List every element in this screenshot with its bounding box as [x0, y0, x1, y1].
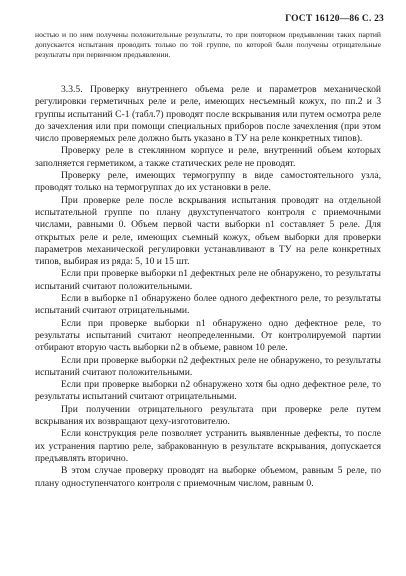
paragraph-n2-defects: Если при проверке выборки n2 обнаружено хотя бы одно дефектное реле, то результаты испытаний считают отрицательными. [35, 379, 381, 403]
paragraph-n2-no-defects: Если при проверке выборки n2 дефектных реле не обнаружено, то результаты испытаний считают положительными. [35, 354, 381, 378]
paragraph-n1-one-defect: Если при проверке выборки n1 обнаружено одно дефектное реле, то результаты испытаний считают неопределенными. От контролируемой партии отбирают вторую часть выборки n2 в объеме, равном 10 реле. [35, 317, 381, 354]
paragraph-3-3-5: 3.3.5. Проверку внутреннего объема реле и параметров механической регулировки герметичных реле и реле, имеющих несъемный кожух, по пп.2 и 3 группы испытаний С-1 (табл.7) проводят после вскрывания или путем осмотра реле до зачехления или при помощи специальных приборов после зачехления (при этом число проверяемых реле должно быть указано в ТУ на реле конкретных типов). [35, 84, 381, 145]
paragraph-n1-more-defects: Если в выборке n1 обнаружено более одного дефектного реле, то результаты испытаний считают отрицательными. [35, 293, 381, 317]
page-header: ГОСТ 16120—86 С. 23 [285, 14, 384, 24]
paragraph-opening-test: При проверке реле после вскрывания испытания проводят на отдельной испытательной группе по плану двухступенчатого контроля с приемочными числами, равными 0. Объем первой части выборки n1 составляет 5 реле. Для открытых реле и реле, имеющих съемный кожух, объем выборки для проверки параметров механической регулировки устанавливают в ТУ на реле конкретных типов, выбирая из ряда: 5, 10 и 15 шт. [35, 194, 381, 268]
document-body [35, 82, 381, 490]
paragraph-negative-result: При получении отрицательного результата при проверке реле путем вскрывания их возвращают цеху-изготовителю. [35, 403, 381, 428]
paragraph-glass-case: Проверку реле в стеклянном корпусе и реле, внутренний объем которых заполняется герметиком, а также статических реле не проводят. [35, 145, 381, 169]
paragraph-n1-no-defects: Если при проверке выборки n1 дефектных реле не обнаружено, то результаты испытаний считают положительными. [35, 268, 381, 292]
paragraph-thermogroup: Проверку реле, имеющих термогруппу в виде самостоятельного узла, проводят только на термогруппах до их установки в реле. [35, 170, 381, 194]
paragraph-single-stage: В этом случае проверку проводят на выборке объемом, равным 5 реле, по плану одноступенчатого контроля с приемочным числом, равным 0. [35, 465, 381, 489]
continued-paragraph: ностью и по ним получены положительные результаты, то при повторном предъявлении таких партий допускается испытания проводить только по той группе, по которой были получены отрицательные результаты при первичном предъявлении. [35, 30, 381, 59]
paragraph-resubmission: Если конструкция реле позволяет устранить выявленные дефекты, то после их устранения партию реле, забракованную в результате вскрывания, допускается предъявлять вторично. [35, 428, 381, 464]
